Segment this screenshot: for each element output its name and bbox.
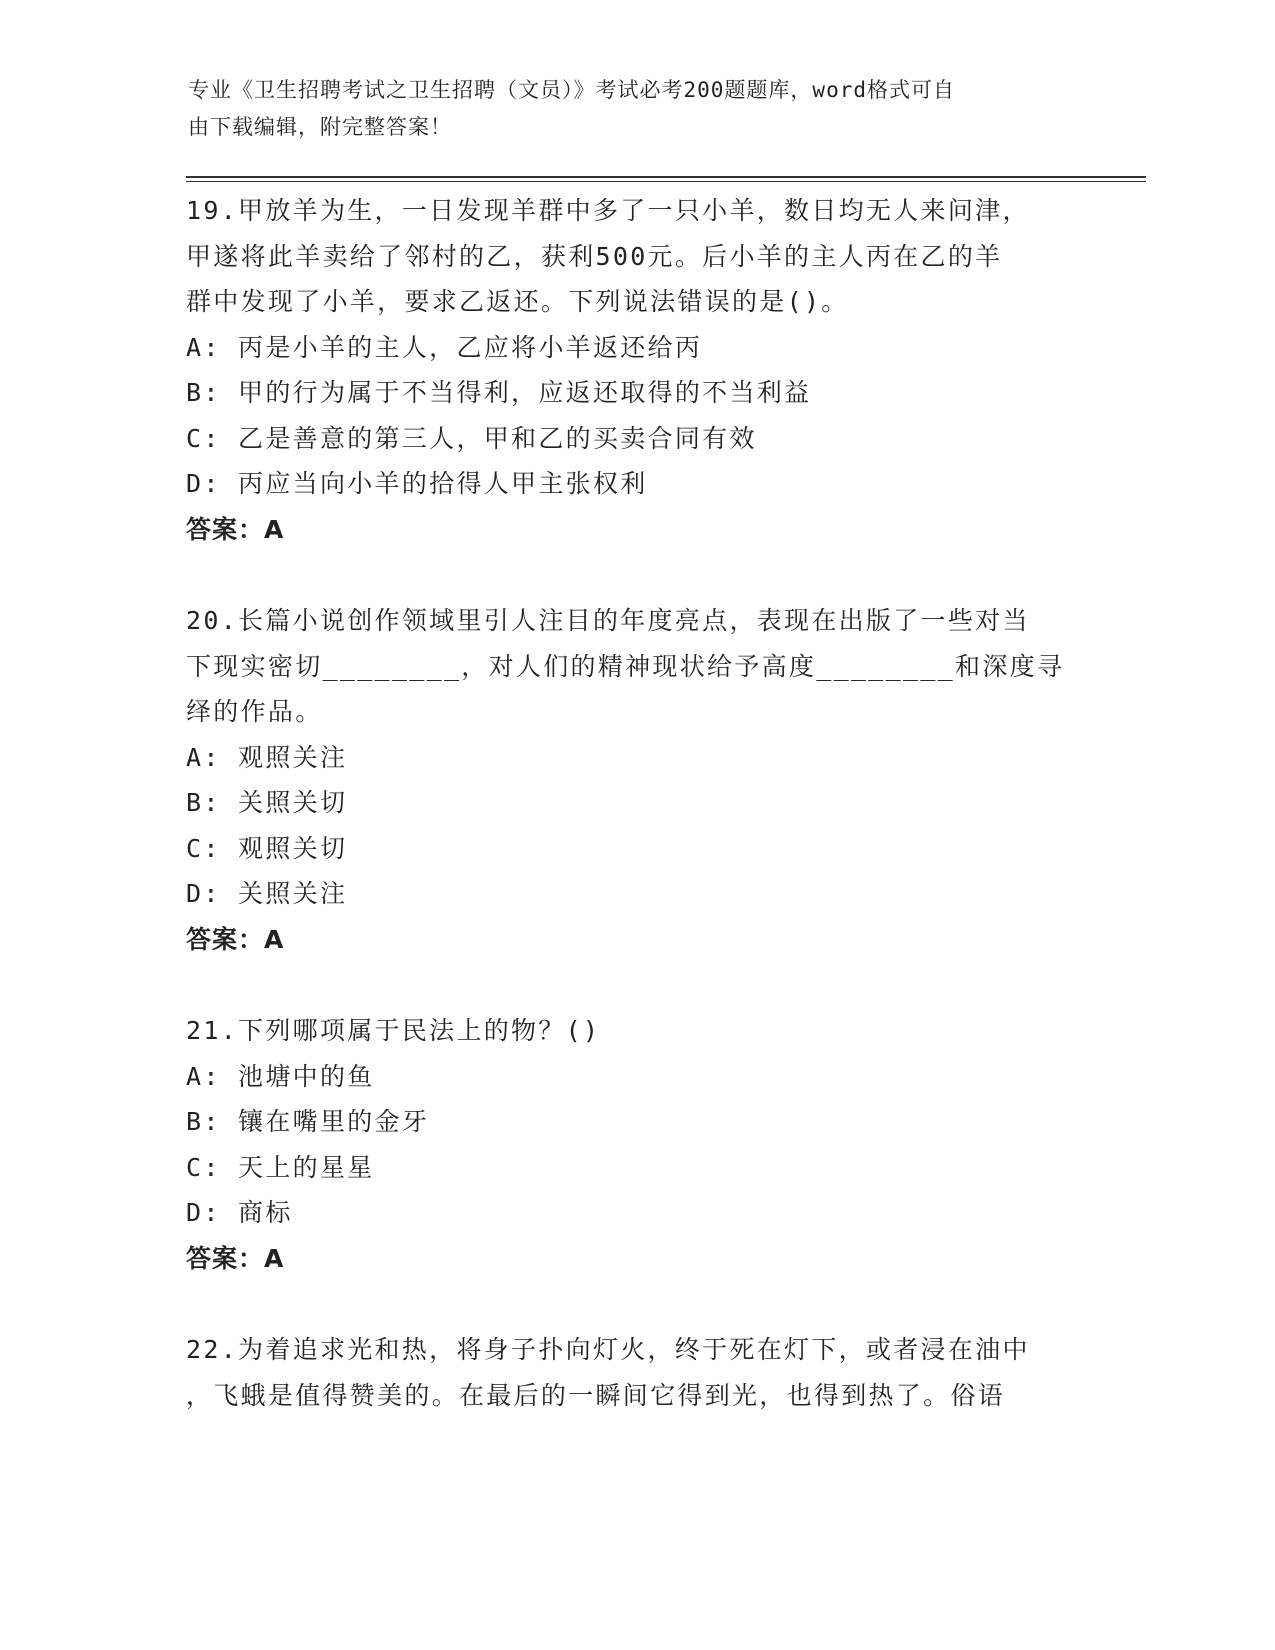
question-stem: 19.甲放羊为生，一日发现羊群中多了一只小羊，数日均无人来问津，	[186, 196, 1030, 225]
question-stem: 20.长篇小说创作领域里引人注目的年度亮点，表现在出版了一些对当	[186, 606, 1030, 635]
option-a: A: 池塘中的鱼	[186, 1061, 375, 1091]
option-b: B: 甲的行为属于不当得利，应返还取得的不当利益	[186, 378, 812, 407]
option-a: A: 观照关注	[186, 742, 348, 772]
option-c: C: 天上的星星	[186, 1152, 375, 1182]
question-stem: 甲遂将此羊卖给了邻村的乙，获利500元。后小羊的主人丙在乙的羊	[186, 241, 1003, 271]
answer-line: 答案：A	[186, 924, 285, 954]
question-stem: 21.下列哪项属于民法上的物？()	[186, 1016, 601, 1045]
option-a: A: 丙是小羊的主人，乙应将小羊返还给丙	[186, 332, 703, 362]
question-stem: 下现实密切________，对人们的精神现状给予高度________和深度寻	[186, 651, 1065, 681]
answer-line: 答案：A	[186, 1243, 285, 1273]
option-c: C: 乙是善意的第三人，甲和乙的买卖合同有效	[186, 423, 757, 453]
option-b: B: 镶在嘴里的金牙	[186, 1107, 430, 1136]
option-d: D: 商标	[186, 1198, 293, 1227]
document-header	[188, 72, 1068, 146]
question-list	[186, 188, 1086, 1464]
header-line-2: 由下载编辑，附完整答案！	[188, 115, 452, 139]
option-c: C: 观照关切	[186, 833, 348, 863]
question-19	[186, 188, 1086, 552]
question-stem: 群中发现了小羊，要求乙返还。下列说法错误的是()。	[186, 287, 849, 316]
header-line-1: 专业《卫生招聘考试之卫生招聘（文员）》考试必考200题题库，word格式可自	[188, 78, 955, 102]
option-d: D: 关照关注	[186, 879, 348, 908]
question-22	[186, 1327, 1086, 1418]
header-divider-thick	[186, 176, 1146, 178]
answer-line: 答案：A	[186, 514, 285, 544]
option-d: D: 丙应当向小羊的拾得人甲主张权利	[186, 469, 648, 498]
question-stem: ，飞蛾是值得赞美的。在最后的一瞬间它得到光，也得到热了。俗语	[186, 1380, 1006, 1410]
question-stem: 绎的作品。	[186, 697, 323, 726]
question-20	[186, 598, 1086, 962]
question-21	[186, 1008, 1086, 1281]
header-divider-thin	[186, 181, 1146, 182]
question-stem: 22.为着追求光和热，将身子扑向灯火，终于死在灯下，或者浸在油中	[186, 1335, 1030, 1364]
option-b: B: 关照关切	[186, 788, 348, 817]
